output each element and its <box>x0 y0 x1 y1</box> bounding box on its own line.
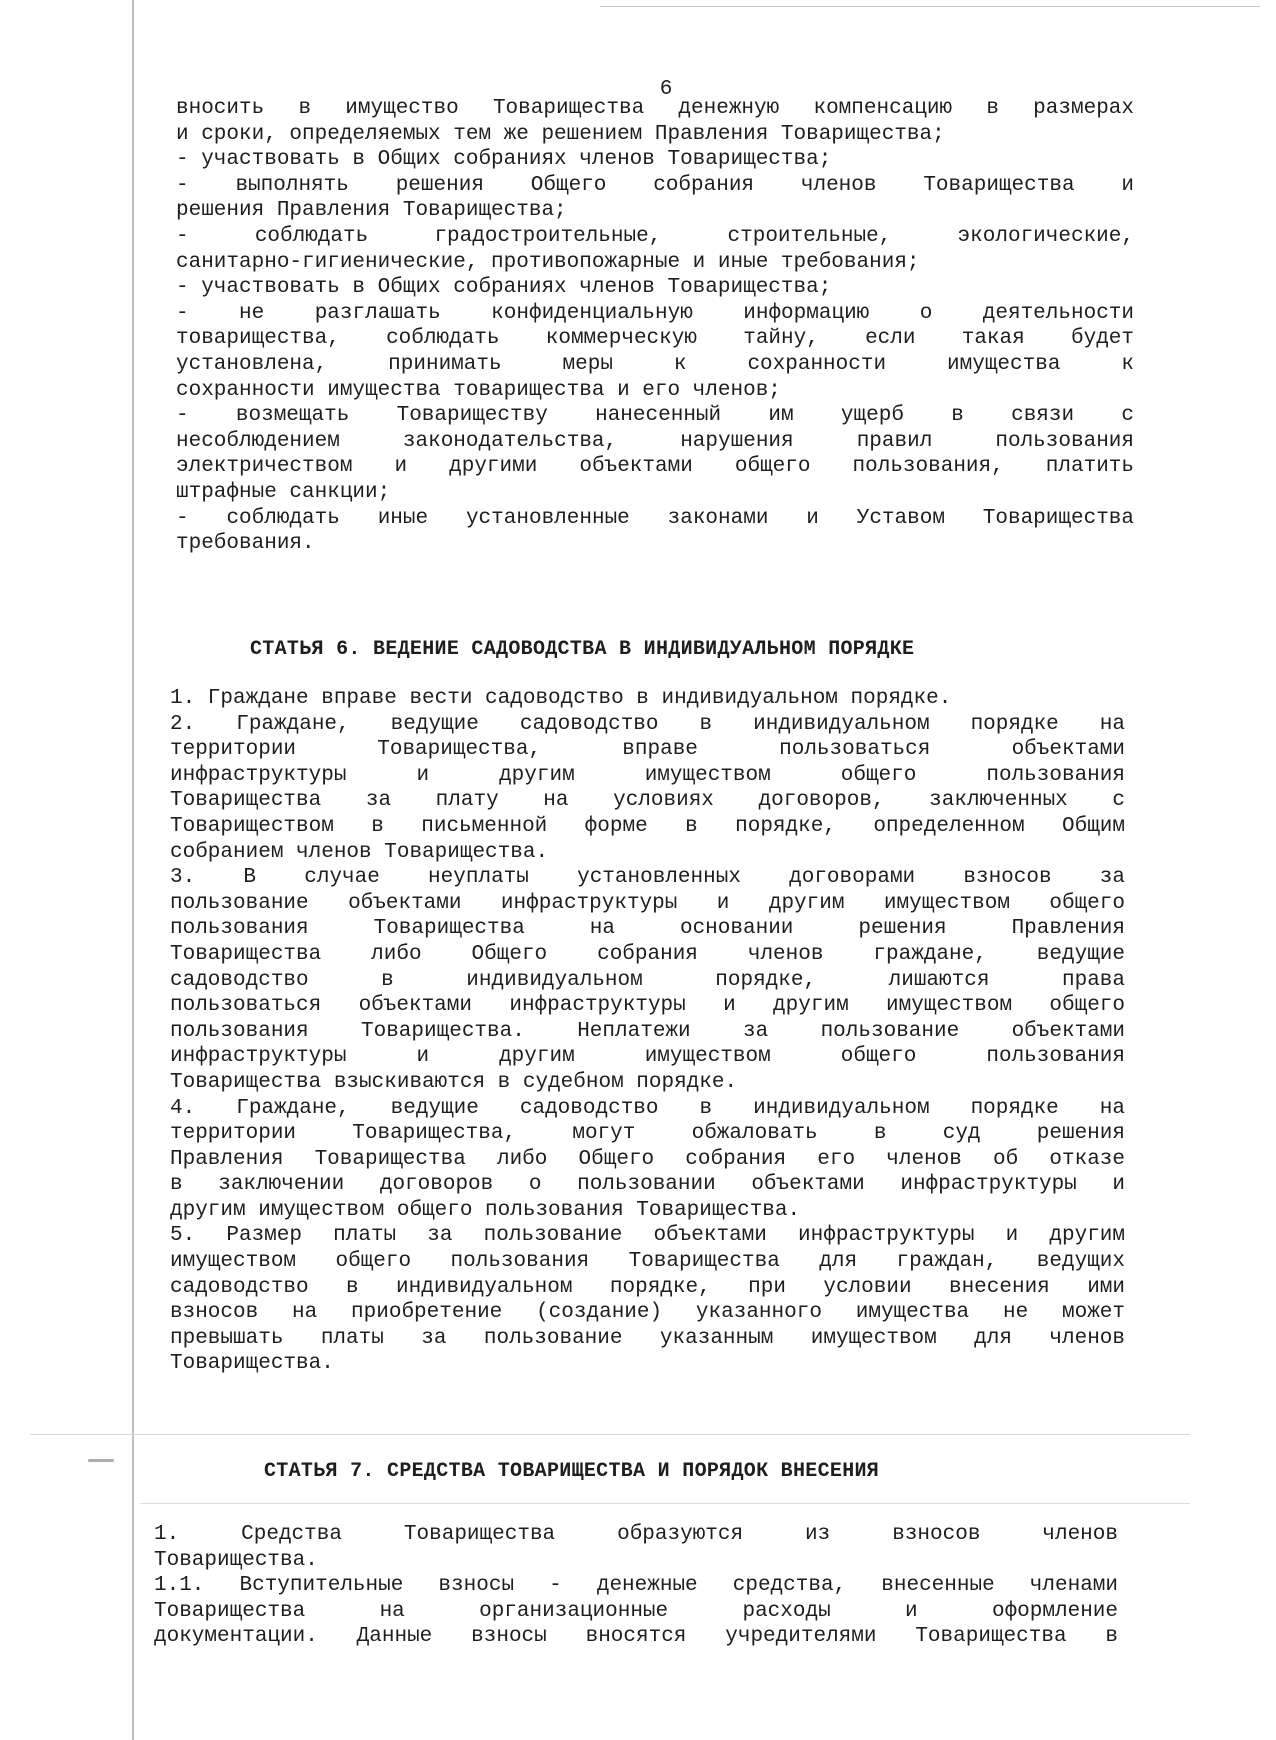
article-7-heading: СТАТЬЯ 7. СРЕДСТВА ТОВАРИЩЕСТВА И ПОРЯДОК ВНЕСЕНИЯ <box>264 1460 880 1483</box>
text-line: - соблюдать иные установленные законами и Уставом Товарищества <box>176 506 1134 530</box>
text-line: 4. Граждане, ведущие садоводство в индивидуальном порядке на <box>170 1096 1125 1120</box>
article-7-body <box>154 1522 1118 1650</box>
text-line: - соблюдать градостроительные, строительные, экологические, <box>176 224 1134 248</box>
text-line: Товарищества за плату на условиях договоров, заключенных с <box>170 789 1125 813</box>
text-line: товарищества, соблюдать коммерческую тайну, если такая будет <box>176 327 1134 351</box>
text-line: электричеством и другими объектами общего пользования, платить <box>176 455 1134 479</box>
text-line: решения Правления Товарищества; <box>176 199 567 223</box>
text-line: требования. <box>176 532 315 556</box>
text-line: пользование объектами инфраструктуры и другим имуществом общего <box>170 891 1125 915</box>
text-line: инфраструктуры и другим имуществом общего пользования <box>170 1045 1125 1069</box>
text-line: Товарищества. <box>154 1548 318 1572</box>
text-line: - участвовать в Общих собраниях членов Товарищества; <box>176 276 832 300</box>
page-number: 6 <box>659 78 673 101</box>
scan-top-edge <box>600 6 1260 7</box>
text-line: санитарно-гигиенические, противопожарные и иные требования; <box>176 250 920 274</box>
text-line: сохранности имущества товарищества и его членов; <box>176 378 781 402</box>
article-6-body <box>170 686 1125 1377</box>
text-line: Товарищества взыскиваются в судебном порядке. <box>170 1070 738 1094</box>
text-line: 1.1. Вступительные взносы - денежные средства, внесенные членами <box>154 1574 1118 1598</box>
text-line: пользоваться объектами инфраструктуры и другим имуществом общего <box>170 994 1125 1018</box>
text-line: имуществом общего пользования Товарищества для граждан, ведущих <box>170 1250 1125 1274</box>
text-line: садоводство в индивидуальном порядке, лишаются права <box>170 968 1125 992</box>
text-line: несоблюдением законодательства, нарушения правил пользования <box>176 429 1134 453</box>
text-line: Товарищества. <box>170 1352 334 1376</box>
text-line: 2. Граждане, ведущие садоводство в индивидуальном порядке на <box>170 712 1125 736</box>
text-line: штрафные санкции; <box>176 480 391 504</box>
text-line: - возмещать Товариществу нанесенный им ущерб в связи с <box>176 404 1134 428</box>
scan-margin-line <box>132 0 134 1740</box>
text-line: превышать платы за пользование указанным имуществом для членов <box>170 1326 1125 1350</box>
scan-artifact-line <box>140 1503 1190 1504</box>
text-line: в заключении договоров о пользовании объектами инфраструктуры и <box>170 1173 1125 1197</box>
text-line: другим имуществом общего пользования Товарищества. <box>170 1198 801 1222</box>
text-line: взносов на приобретение (создание) указанного имущества не может <box>170 1301 1125 1325</box>
text-line: вносить в имущество Товарищества денежную компенсацию в размерах <box>176 97 1134 120</box>
text-line: - выполнять решения Общего собрания членов Товарищества и <box>176 173 1134 197</box>
text-line: Товарищества либо Общего собрания членов граждане, ведущие <box>170 942 1125 966</box>
scan-speck <box>88 1459 114 1462</box>
scan-artifact-line <box>30 1434 1190 1435</box>
text-line: - участвовать в Общих собраниях членов Товарищества; <box>176 148 832 172</box>
text-line: 1. Средства Товарищества образуются из взносов членов <box>154 1523 1118 1546</box>
text-line: территории Товарищества, могут обжаловать в суд решения <box>170 1122 1125 1146</box>
text-line: инфраструктуры и другим имуществом общего пользования <box>170 763 1125 787</box>
text-line: документации. Данные взносы вносятся учредителями Товарищества в <box>154 1625 1118 1649</box>
text-line: и сроки, определяемых тем же решением Правления Товарищества; <box>176 122 945 146</box>
text-line: садоводство в индивидуальном порядке, при условии внесения ими <box>170 1275 1125 1299</box>
text-line: Товарищества на организационные расходы и оформление <box>154 1599 1118 1623</box>
text-line: 5. Размер платы за пользование объектами инфраструктуры и другим <box>170 1224 1125 1248</box>
text-line: 3. В случае неуплаты установленных договорами взносов за <box>170 866 1125 890</box>
text-line: пользования Товарищества. Неплатежи за пользование объектами <box>170 1019 1125 1043</box>
text-line: собранием членов Товарищества. <box>170 840 549 864</box>
text-line: - не разглашать конфиденциальную информацию о деятельности <box>176 301 1134 325</box>
text-line: Правления Товарищества либо Общего собрания его членов об отказе <box>170 1147 1125 1171</box>
text-line: пользования Товарищества на основании решения Правления <box>170 917 1125 941</box>
text-line: установлена, принимать меры к сохранности имущества к <box>176 352 1134 376</box>
text-line: 1. Граждане вправе вести садоводство в индивидуальном порядке. <box>170 687 952 710</box>
text-line: Товариществом в письменной форме в порядке, определенном Общим <box>170 814 1125 838</box>
article-6-heading: СТАТЬЯ 6. ВЕДЕНИЕ САДОВОДСТВА В ИНДИВИДУАЛЬНОМ ПОРЯДКЕ <box>250 638 915 661</box>
text-line: территории Товарищества, вправе пользоваться объектами <box>170 738 1125 762</box>
obligations-list <box>176 96 1134 557</box>
